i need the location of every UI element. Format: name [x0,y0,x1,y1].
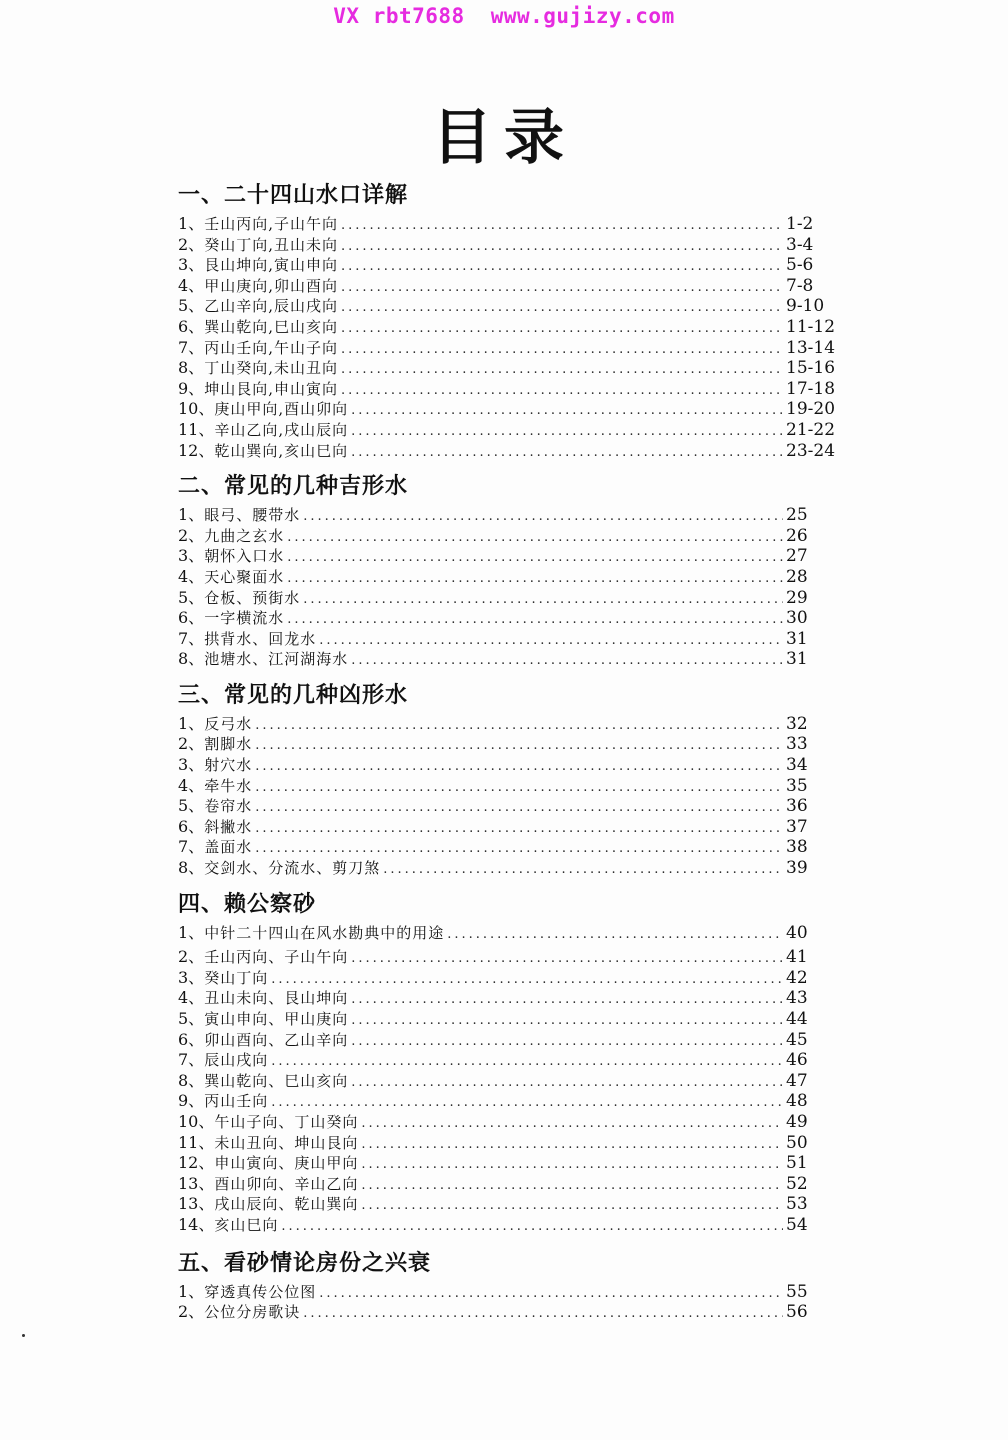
entry-title: 一字横流水 [204,609,285,628]
entry-page-number: 56 [786,1302,808,1323]
entry-number: 6、 [178,816,205,836]
entry-page-number: 33 [786,734,808,755]
entry-page-number: 31 [786,649,808,670]
entry-title: 坤山艮向,申山寅向 [204,379,338,398]
toc-entry[interactable] [178,1009,838,1030]
dot-leader [351,443,783,464]
dot-leader [351,422,783,443]
toc-entry[interactable] [178,1302,838,1323]
entry-page-number: 32 [786,713,808,734]
page-title: 目录 [432,103,576,173]
entry-number: 4、 [178,275,205,295]
entry-title: 癸山丁向 [204,968,269,987]
toc-entry[interactable] [178,1133,838,1154]
entry-page-number: 19-20 [786,399,836,420]
entry-title: 亥山巳向 [214,1215,279,1234]
section-heading: 三、常见的几种凶形水 [178,682,409,708]
entry-title: 巽山乾向,巳山亥向 [204,317,338,336]
dot-leader [255,839,783,860]
dot-leader [287,548,783,569]
entry-number: 11、 [178,1132,215,1152]
entry-page-number: 43 [786,988,808,1009]
toc-entry[interactable] [178,1194,838,1215]
toc-entry[interactable] [178,338,838,359]
entry-title: 朝怀入口水 [204,547,285,566]
entry-number: 6、 [178,1029,205,1049]
dot-leader [271,970,783,991]
dot-leader [351,949,783,970]
dot-leader [351,651,783,672]
toc-entry[interactable] [178,608,838,629]
dot-leader [341,340,783,361]
toc-entry[interactable] [178,817,838,838]
toc-entry[interactable] [178,1091,838,1112]
dot-leader [341,237,783,258]
toc-entry[interactable] [178,420,838,441]
entry-page-number: 34 [786,755,808,776]
entry-number: 2、 [178,234,205,254]
entry-title: 壬山丙向、子山午向 [204,948,349,967]
dot-leader [361,1135,783,1156]
entry-page-number: 54 [786,1214,808,1235]
toc-entry[interactable] [178,858,838,879]
entry-page-number: 51 [786,1153,808,1174]
toc-entry[interactable] [178,968,838,989]
entry-number: 7、 [178,1050,205,1070]
dot-leader [341,319,783,340]
entry-title: 甲山庚向,卯山酉向 [204,276,338,295]
entry-title: 丙山壬向,午山子向 [204,338,338,357]
entry-number: 13、 [178,1194,215,1214]
entry-page-number: 30 [786,608,808,629]
dot-leader [341,216,783,237]
toc-entry[interactable] [178,441,838,462]
dot-leader [341,278,783,299]
toc-entry[interactable] [178,1071,838,1092]
dot-leader [255,716,783,737]
entry-number: 2、 [178,1302,205,1322]
entry-number: 5、 [178,587,205,607]
toc-entry[interactable] [178,276,838,297]
entry-number: 5、 [178,796,205,816]
entry-page-number: 27 [786,546,808,567]
toc-entry[interactable] [178,1153,838,1174]
entry-title: 拱背水、回龙水 [204,629,317,648]
entry-page-number: 36 [786,796,808,817]
entry-page-number: 35 [786,775,808,796]
dot-leader [303,507,783,528]
entry-number: 2、 [178,734,205,754]
entry-page-number: 42 [786,967,808,988]
dot-leader [361,1155,783,1176]
toc-entry[interactable] [178,526,838,547]
dot-leader [303,590,783,611]
dot-leader [319,631,783,652]
dot-leader [361,1196,783,1217]
toc-entry[interactable] [178,567,838,588]
toc-section [178,469,838,678]
entry-page-number: 49 [786,1111,808,1132]
scan-speck [22,1334,25,1337]
entry-page-number: 47 [786,1070,808,1091]
entry-number: 1、 [178,214,205,233]
entry-page-number: 38 [786,837,808,858]
entry-page-number: 17-18 [786,378,836,399]
entry-page-number: 45 [786,1029,808,1050]
entry-title: 仓板、预街水 [204,588,301,607]
entry-number: 7、 [178,628,205,648]
entry-page-number: 7-8 [786,275,814,296]
entry-page-number: 29 [786,587,808,608]
dot-leader [287,610,783,631]
entry-number: 2、 [178,525,205,545]
toc-entry[interactable] [178,947,838,968]
entry-title: 天心聚面水 [204,567,285,586]
watermark [0,4,1008,28]
entry-number: 10、 [178,399,215,419]
entry-number: 12、 [178,440,215,460]
toc-entry[interactable] [178,546,838,567]
dot-leader [351,401,783,422]
entry-page-number: 53 [786,1194,808,1215]
entry-title: 丙山壬向 [204,1092,269,1111]
entry-title: 卯山酉向、乙山辛向 [204,1030,349,1049]
entry-title: 午山子向、丁山癸向 [214,1112,359,1131]
entry-number: 1、 [178,922,205,942]
dot-leader [341,381,783,402]
entry-title: 射穴水 [204,756,253,775]
entry-title: 盖面水 [204,838,253,857]
dot-leader [255,757,783,778]
entry-page-number: 31 [786,628,808,649]
dot-leader [351,990,783,1011]
dot-leader [341,298,783,319]
entry-number: 1、 [178,713,205,733]
entry-page-number: 1-2 [786,214,814,234]
entry-number: 8、 [178,858,205,878]
entry-title: 巽山乾向、巳山亥向 [204,1071,349,1090]
entry-page-number: 11-12 [786,316,836,337]
entry-title: 割脚水 [204,735,253,754]
entry-title: 丁山癸向,未山丑向 [204,359,338,378]
entry-title: 乾山巽向,亥山巳向 [214,441,349,460]
entry-number: 4、 [178,775,205,795]
entry-title: 穿透真传公位图 [204,1282,317,1301]
dot-leader [255,778,783,799]
section-heading: 一、二十四山水口详解 [178,183,409,208]
toc-entry[interactable] [178,734,838,755]
entry-number: 8、 [178,358,205,378]
entry-title: 卷帘水 [204,797,253,816]
entry-number: 11、 [178,419,215,439]
entry-title: 公位分房歌诀 [204,1303,301,1322]
toc-entry[interactable] [178,649,838,670]
entry-page-number: 5-6 [786,255,814,276]
toc-section [178,678,838,887]
entry-page-number: 55 [786,1281,808,1302]
toc-entry[interactable] [178,399,838,420]
entry-page-number: 21-22 [786,419,836,440]
entry-page-number: 50 [786,1132,808,1153]
entry-number: 8、 [178,1070,205,1090]
toc-section [178,887,838,1246]
dot-leader [255,736,783,757]
watermark-contact: VX rbt7688 [333,4,465,28]
toc-entry[interactable] [178,714,838,735]
entry-page-number: 40 [786,922,808,943]
dot-leader [361,1114,783,1135]
entry-page-number: 46 [786,1050,808,1071]
table-of-contents [178,178,838,1331]
entry-title: 反弓水 [204,714,253,733]
dot-leader [271,1093,783,1114]
entry-number: 7、 [178,337,205,357]
toc-entry[interactable] [178,358,838,379]
entry-page-number: 28 [786,566,808,587]
toc-entry[interactable] [178,588,838,609]
toc-entry[interactable] [178,1050,838,1071]
entry-title: 丑山未向、艮山坤向 [204,989,349,1008]
entry-number: 9、 [178,378,205,398]
entry-title: 酉山卯向、辛山乙向 [214,1174,359,1193]
entry-title: 斜撇水 [204,817,253,836]
entry-number: 3、 [178,255,205,275]
entry-page-number: 48 [786,1091,808,1112]
entry-number: 7、 [178,837,205,857]
entry-page-number: 23-24 [786,440,836,461]
toc-entry[interactable] [178,1030,838,1051]
entry-number: 3、 [178,967,205,987]
entry-number: 6、 [178,316,205,336]
entry-number: 1、 [178,1281,205,1301]
dot-leader [255,798,783,819]
entry-page-number: 37 [786,816,808,837]
toc-entry[interactable] [178,235,838,256]
dot-leader [287,528,783,549]
dot-leader [351,1011,783,1032]
entry-page-number: 39 [786,858,808,879]
dot-leader [341,257,783,278]
entry-title: 牵牛水 [204,776,253,795]
toc-entry[interactable] [178,1215,838,1236]
entry-page-number: 52 [786,1173,808,1194]
entry-title: 庚山甲向,酉山卯向 [214,400,349,419]
entry-number: 5、 [178,296,205,316]
entry-title: 癸山丁向,丑山未向 [204,235,338,254]
entry-number: 3、 [178,755,205,775]
entry-page-number: 44 [786,1009,808,1029]
entry-title: 九曲之玄水 [204,526,285,545]
dot-leader [319,1284,783,1305]
entry-page-number: 15-16 [786,358,836,379]
entry-number: 5、 [178,1009,205,1028]
entry-number: 14、 [178,1214,215,1234]
toc-entry[interactable] [178,1174,838,1195]
toc-entry[interactable] [178,214,838,235]
entry-number: 6、 [178,608,205,628]
dot-leader [287,569,783,590]
toc-section [178,1246,838,1331]
toc-entry[interactable] [178,296,838,317]
toc-entry[interactable] [178,923,838,944]
entry-number: 8、 [178,649,205,669]
entry-number: 10、 [178,1111,215,1131]
entry-page-number: 41 [786,947,808,968]
dot-leader [255,819,783,840]
toc-entry[interactable] [178,505,838,526]
entry-title: 申山寅向、庚山甲向 [214,1154,359,1173]
toc-entry[interactable] [178,837,838,858]
entry-page-number: 26 [786,525,808,546]
watermark-url: www.gujizy.com [490,4,675,28]
entry-number: 9、 [178,1091,205,1111]
toc-entry[interactable] [178,988,838,1009]
entry-page-number: 13-14 [786,337,836,358]
dot-leader [271,1052,783,1073]
entry-number: 2、 [178,947,205,967]
entry-title: 池塘水、江河湖海水 [204,650,349,669]
dot-leader [447,925,783,946]
entry-title: 辰山戌向 [204,1051,269,1070]
toc-entry[interactable] [178,796,838,817]
entry-number: 1、 [178,505,205,525]
entry-number: 4、 [178,988,205,1008]
section-heading: 五、看砂情论房份之兴衰 [178,1250,432,1276]
toc-entry[interactable] [178,629,838,650]
dot-leader [281,1217,783,1238]
entry-title: 寅山申向、甲山庚向 [204,1010,349,1028]
entry-number: 3、 [178,546,205,566]
dot-leader [361,1176,783,1197]
section-heading: 二、常见的几种吉形水 [178,474,409,500]
dot-leader [351,1073,783,1094]
toc-section [178,178,838,469]
entry-title: 交剑水、分流水、剪刀煞 [204,859,381,878]
entry-page-number: 25 [786,505,808,526]
entry-title: 辛山乙向,戌山辰向 [214,420,349,439]
entry-title: 戌山辰向、乾山巽向 [214,1195,359,1214]
entry-title: 中针二十四山在风水勘典中的用途 [204,923,445,942]
section-heading: 四、赖公察砂 [178,891,317,917]
entry-title: 乙山辛向,辰山戌向 [204,297,338,316]
entry-page-number: 9-10 [786,296,825,317]
entry-number: 4、 [178,566,205,586]
dot-leader [341,360,783,381]
entry-number: 13、 [178,1173,215,1193]
entry-page-number: 3-4 [786,234,814,255]
toc-entry[interactable] [178,755,838,776]
dot-leader [351,1032,783,1053]
toc-entry[interactable] [178,1282,838,1303]
entry-title: 眼弓、腰带水 [204,506,301,525]
entry-title: 壬山丙向,子山午向 [204,215,338,233]
toc-entry[interactable] [178,255,838,276]
toc-entry[interactable] [178,1112,838,1133]
toc-entry[interactable] [178,379,838,400]
entry-title: 艮山坤向,寅山申向 [204,256,338,275]
entry-number: 12、 [178,1153,215,1173]
dot-leader [383,860,783,881]
toc-entry[interactable] [178,776,838,797]
dot-leader [303,1304,783,1325]
toc-entry[interactable] [178,317,838,338]
entry-title: 未山丑向、坤山艮向 [214,1133,359,1152]
